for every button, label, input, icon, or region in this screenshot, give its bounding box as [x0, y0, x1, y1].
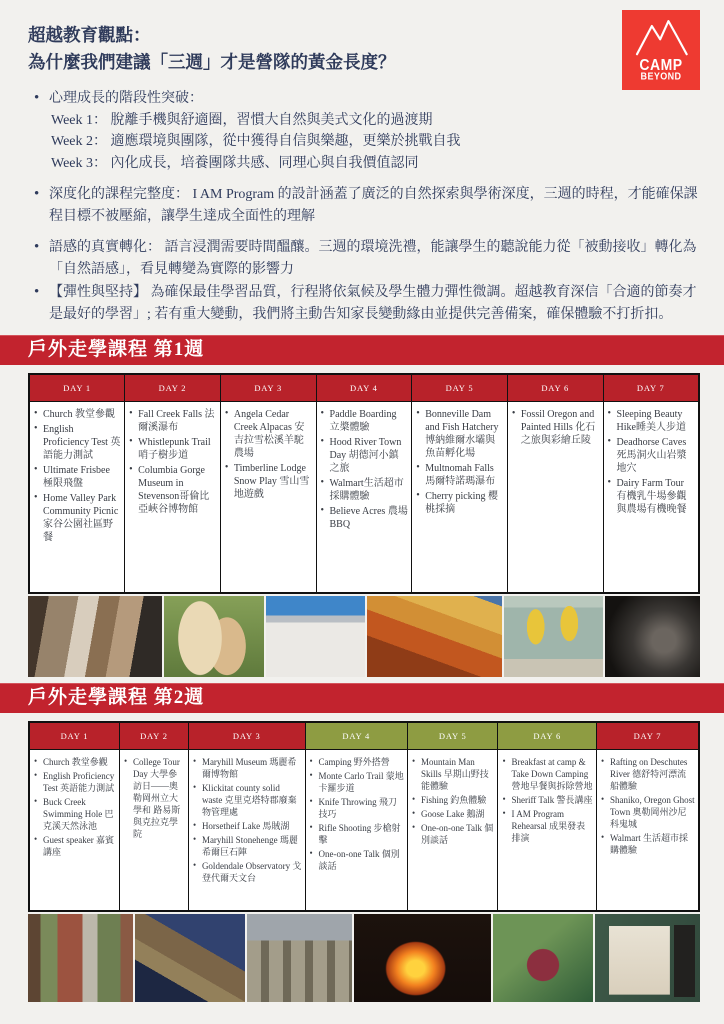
photo-alpacas [164, 596, 264, 677]
photo-observatory [135, 914, 245, 1002]
week2-day6-activities [501, 756, 592, 844]
activity-item: • Horsetheif Lake 馬賊湖 [192, 820, 302, 832]
week1-day6-header: DAY 6 [507, 374, 603, 401]
week1-day1-cell [29, 401, 125, 593]
week2-day1-cell [29, 749, 119, 911]
activity-item: • Fishing 釣魚體驗 [411, 794, 494, 806]
activity-item: • Walmart生活超市採購體驗 [320, 477, 409, 503]
week1-day2-header: DAY 2 [125, 374, 221, 401]
week1-schedule-table [28, 373, 700, 594]
photo-paddle-boarding [504, 596, 604, 677]
week2-day1-header: DAY 1 [29, 722, 119, 749]
week1-day7-cell [603, 401, 699, 593]
activity-item: • Hood River Town Day 胡德河小鎮之旅 [320, 436, 409, 475]
week2-banner: 戶外走學課程 第2週 [0, 683, 724, 713]
activity-item: • I AM Program Rehearsal 成果發表排演 [501, 808, 592, 844]
week2-day7-cell [596, 749, 699, 911]
photo-cave-exploring [605, 596, 700, 677]
photo-rifle-girl [493, 914, 593, 1002]
photo-college-tour [28, 914, 133, 1002]
activity-item: • Goose Lake 鵝湖 [411, 808, 494, 820]
page-title [28, 22, 588, 76]
header-section [0, 0, 724, 76]
activity-item: • Believe Acres 農場 BBQ [320, 505, 409, 531]
activity-item: • Multnomah Falls 馬爾特諾瑪瀑布 [415, 462, 504, 488]
intro-bullet-list [34, 88, 700, 325]
week1-photo-strip [28, 596, 700, 677]
week1-day7-activities [607, 408, 695, 516]
week2-day5-cell [408, 749, 498, 911]
activity-item: • Mountain Man Skills 早期山野技能體驗 [411, 756, 494, 792]
activity-item: • Shaniko, Oregon Ghost Town 奧勒岡州沙尼科鬼城 [600, 794, 695, 830]
intro-bullet-curriculum: • 深度化的課程完整度： I AM Program 的設計涵蓋了廣泛的自然探索與學術深度，三週的時程，才能確保課程目標不被壓縮，讓學生達成全面性的理解 [34, 184, 700, 227]
activity-item: • Fall Creek Falls 法爾溪瀑布 [128, 408, 217, 434]
week1-day3-header: DAY 3 [220, 374, 316, 401]
week2-day2-cell [119, 749, 188, 911]
logo-text-beyond: BEYOND [640, 70, 682, 82]
activity-item: • Goldendale Observatory 戈登代爾天文台 [192, 860, 302, 884]
week2-activities-row [29, 749, 699, 911]
activity-item: • Walmart 生活超市採購體驗 [600, 832, 695, 856]
activity-item: • Bonneville Dam and Fish Hatchery 博納維爾水壩與魚苗孵化場 [415, 408, 504, 460]
week2-header-row [29, 722, 699, 749]
week1-header-row [29, 374, 699, 401]
week2-day3-cell [188, 749, 305, 911]
week2-day2-activities [123, 756, 185, 840]
activity-item: • Rafting on Deschutes River 德舒特河漂流船體驗 [600, 756, 695, 792]
week1-day2-activities [128, 408, 217, 516]
intro-bullet-flexibility: • 【彈性與堅持】 為確保最佳學習品質，行程將依氣候及學生體力彈性微調。超越教育深信「合適的節奏才是最好的學習」; 若有重大變動，我們將主動告知家長變動緣由並提供完善備案，確保體驗不打折扣。 [34, 282, 700, 325]
activity-item: • Sheriff Talk 警長講座 [501, 794, 592, 806]
intro-bullet-language: • 語感的真實轉化： 語言浸潤需要時間醞釀。三週的環境洗禮，能讓學生的聽說能力從「被動接收」轉化為「自然語感」，看見轉變為實際的影響力 [34, 237, 700, 280]
week3-summary-line: Week 3： 內化成長，培養團隊共感、同理心與自我價值認同 [51, 155, 419, 171]
activity-item: • Angela Cedar Creek Alpacas 安吉拉雪松溪羊駝農場 [224, 408, 313, 460]
week1-day1-activities [33, 408, 121, 544]
week1-day3-cell [220, 401, 316, 593]
week2-schedule-table [28, 721, 700, 912]
week1-day4-cell [316, 401, 412, 593]
week1-day6-cell [507, 401, 603, 593]
activity-item: • English Proficiency Test 英語能力測試 [33, 770, 116, 794]
week1-summary-line: Week 1： 脫離手機與舒適圈，習慣大自然與美式文化的過渡期 [51, 112, 433, 128]
page-title-line1: 超越教育觀點： [28, 25, 151, 45]
week2-day5-header: DAY 5 [408, 722, 498, 749]
week2-day4-header: DAY 4 [305, 722, 408, 749]
activity-item: • One-on-one Talk 個別談話 [309, 848, 405, 872]
week2-day3-header: DAY 3 [188, 722, 305, 749]
activity-item: • Buck Creek Swimming Hole 巴克溪天然泳池 [33, 796, 116, 832]
week1-day3-activities [224, 408, 313, 501]
activity-item: • Guest speaker 嘉賓講座 [33, 834, 116, 858]
week2-day3-activities [192, 756, 302, 884]
week2-summary-line: Week 2： 適應環境與團隊，從中獲得自信與樂趣，更樂於挑戰自我 [51, 134, 461, 150]
activity-item: • Rifle Shooting 步槍射擊 [309, 822, 405, 846]
week1-banner: 戶外走學課程 第1週 [0, 335, 724, 365]
week1-day2-cell [125, 401, 221, 593]
activity-item: • English Proficiency Test 英語能力測試 [33, 423, 121, 462]
week1-activities-row [29, 401, 699, 593]
week2-day5-activities [411, 756, 494, 846]
activity-item: • Knife Throwing 飛刀技巧 [309, 796, 405, 820]
week2-day6-cell [498, 749, 596, 911]
activity-item: • Timberline Lodge Snow Play 雪山雪地遊戲 [224, 462, 313, 501]
photo-snow-play [266, 596, 366, 677]
week2-day2-header: DAY 2 [119, 722, 188, 749]
activity-item: • Maryhill Stonehenge 瑪麗希爾巨石陣 [192, 834, 302, 858]
activity-item: • Columbia Gorge Museum in Stevenson哥倫比亞峽谷博物館 [128, 464, 217, 516]
bullet-lead: • 心理成長的階段性突破： [49, 91, 203, 107]
activity-item: • Dairy Farm Tour 有機乳牛場參觀與農場有機晚餐 [607, 477, 695, 516]
activity-item: • Fossil Oregon and Painted Hills 化石之旅與彩繪丘陵 [511, 408, 600, 447]
week1-day5-header: DAY 5 [412, 374, 508, 401]
activity-item: • Paddle Boarding 立槳體驗 [320, 408, 409, 434]
intro-bullet-psych [34, 88, 700, 174]
activity-item: • Camping 野外搭營 [309, 756, 405, 768]
activity-item: • Sleeping Beauty Hike睡美人步道 [607, 408, 695, 434]
week2-day6-header: DAY 6 [498, 722, 596, 749]
activity-item: • Maryhill Museum 瑪麗希爾博物館 [192, 756, 302, 780]
mountain-icon [632, 16, 690, 56]
activity-item: • Home Valley Park Community Picnic 家谷公園社區野餐 [33, 492, 121, 544]
week2-day7-header: DAY 7 [596, 722, 699, 749]
activity-item: • Klickitat county solid waste 克里克塔特郡廢棄物管理處 [192, 782, 302, 818]
photo-poster-presentation [595, 914, 700, 1002]
activity-item: • Cherry picking 櫻桃採摘 [415, 490, 504, 516]
week2-day7-activities [600, 756, 695, 856]
week2-photo-strip [28, 914, 700, 1002]
page-title-line2: 為什麼我們建議「三週」才是營隊的黃金長度？ [28, 52, 396, 73]
week1-day4-activities [320, 408, 409, 531]
photo-guest-speaker [28, 596, 162, 677]
camp-beyond-logo [622, 10, 700, 90]
week1-day7-header: DAY 7 [603, 374, 699, 401]
activity-item: • Church 教堂參觀 [33, 408, 121, 421]
activity-item: • Whistlepunk Trail 哨子樹步道 [128, 436, 217, 462]
week2-day4-cell [305, 749, 408, 911]
photo-stonehenge [247, 914, 352, 1002]
week1-day5-activities [415, 408, 504, 516]
week1-day4-header: DAY 4 [316, 374, 412, 401]
week1-day6-activities [511, 408, 600, 447]
week1-day1-header: DAY 1 [29, 374, 125, 401]
activity-item: • Ultimate Frisbee 極限飛盤 [33, 464, 121, 490]
activity-item: • Deadhorse Caves 死馬洞火山岩漿地穴 [607, 436, 695, 475]
week2-day1-activities [33, 756, 116, 858]
activity-item: • Church 教堂參觀 [33, 756, 116, 768]
week1-day5-cell [412, 401, 508, 593]
photo-painted-hills [367, 596, 501, 677]
logo-text-camp: CAMP [639, 55, 683, 74]
week2-day4-activities [309, 756, 405, 872]
photo-campfire [354, 914, 491, 1002]
activity-item: • One-on-one Talk 個別談話 [411, 822, 494, 846]
activity-item: • Monte Carlo Trail 蒙地卡羅步道 [309, 770, 405, 794]
activity-item: • Breakfast at camp & Take Down Camping 營地早餐與拆除營地 [501, 756, 592, 792]
activity-item: • College Tour Day 大學參訪日——奧勒岡州立大學和 路易斯與克拉克學院 [123, 756, 185, 840]
